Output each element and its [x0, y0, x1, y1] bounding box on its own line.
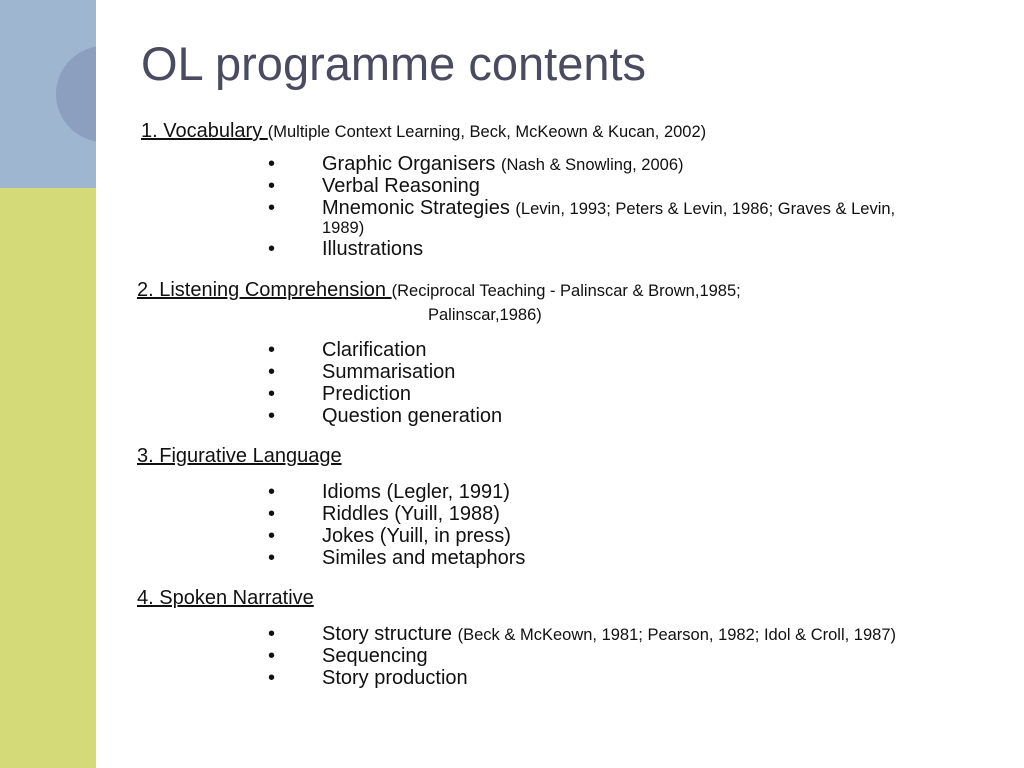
item-reference-continued: 1989) — [322, 219, 365, 237]
slide-title: OL programme contents — [141, 37, 647, 90]
item-text: Summarisation — [322, 361, 456, 383]
section-vocabulary — [141, 120, 706, 143]
item-text: Sequencing — [322, 645, 428, 667]
bullet: • — [268, 197, 276, 219]
section-spoken-narrative — [137, 587, 314, 610]
section-figurative-language — [137, 445, 342, 468]
section-heading: 3. Figurative Language — [137, 445, 342, 467]
item-text: Illustrations — [322, 238, 424, 260]
bullet: • — [268, 153, 276, 175]
item-reference: (Nash & Snowling, 2006) — [500, 156, 684, 174]
section-reference-continued: Palinscar,1986) — [428, 306, 542, 324]
item-text: Graphic Organisers — [322, 153, 501, 175]
bullet: • — [268, 383, 276, 405]
bullet: • — [268, 547, 276, 569]
item-text: Idioms (Legler, 1991) — [322, 481, 510, 503]
item-text: Story production — [322, 667, 468, 689]
decor-circle-mask — [96, 0, 176, 188]
item-text: Story structure — [322, 623, 458, 645]
section-heading: 4. Spoken Narrative — [137, 587, 314, 609]
item-text: Prediction — [322, 383, 411, 405]
section-heading: 2. Listening Comprehension — [137, 279, 392, 301]
item-reference: (Levin, 1993; Peters & Levin, 1986; Graves & Levin, — [515, 200, 896, 218]
bullet: • — [268, 175, 276, 197]
section-reference: (Reciprocal Teaching - Palinscar & Brown,1985; — [391, 282, 741, 300]
section-listening-comprehension — [137, 279, 741, 302]
bullet: • — [268, 481, 276, 503]
decor-green-band — [0, 188, 96, 768]
item-text: Riddles (Yuill, 1988) — [322, 503, 500, 525]
item-text: Question generation — [322, 405, 503, 427]
bullet: • — [268, 525, 276, 547]
item-reference: (Beck & McKeown, 1981; Pearson, 1982; Idol & Croll, 1987) — [457, 626, 897, 644]
bullet: • — [268, 339, 276, 361]
bullet: • — [268, 623, 276, 645]
section-reference: (Multiple Context Learning, Beck, McKeown & Kucan, 2002) — [267, 123, 707, 141]
item-text: Mnemonic Strategies — [322, 197, 516, 219]
item-text: Similes and metaphors — [322, 547, 526, 569]
item-text: Verbal Reasoning — [322, 175, 480, 197]
bullet: • — [268, 645, 276, 667]
bullet: • — [268, 667, 276, 689]
item-text: Clarification — [322, 339, 427, 361]
section-heading: 1. Vocabulary — [141, 120, 268, 142]
bullet: • — [268, 238, 276, 260]
bullet: • — [268, 361, 276, 383]
bullet: • — [268, 503, 276, 525]
item-text: Jokes (Yuill, in press) — [322, 525, 511, 547]
bullet: • — [268, 405, 276, 427]
